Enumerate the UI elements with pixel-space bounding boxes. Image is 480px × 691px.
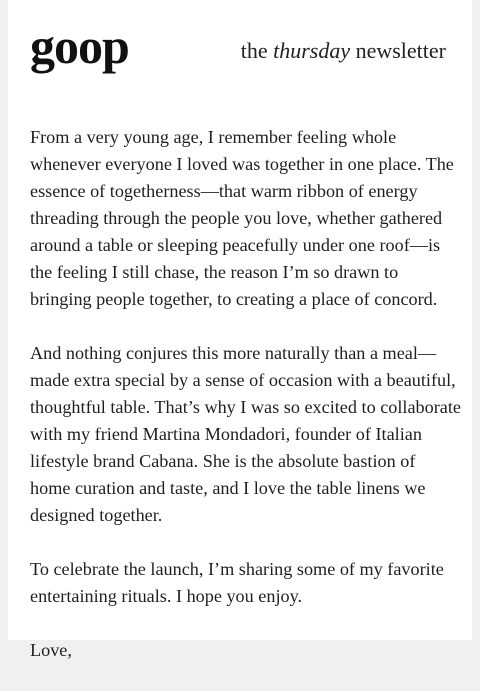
paragraph-line: threading through the people you love, whether gathered [30,208,443,228]
paragraph-line: made extra special by a sense of occasion with a beautiful, [30,370,456,390]
newsletter-body [30,124,462,691]
paragraph-line: the feeling I still chase, the reason I’m so drawn to [30,262,399,282]
paragraph-line: From a very young age, I remember feeling whole [30,127,397,147]
paragraph-line: designed together. [30,505,163,525]
paragraph-line: lifestyle brand Cabana. She is the absolute bastion of [30,451,416,471]
paragraph-line: with my friend Martina Mondadori, founder of Italian [30,424,422,444]
paragraph-signoff [30,637,456,664]
paragraph-line: around a table or sleeping peacefully under one roof—is [30,235,441,255]
paragraph-line: Love, [30,640,72,660]
paragraph-line: bringing people together, to creating a place of concord. [30,289,438,309]
paragraph-line: home curation and taste, and I love the table linens we [30,478,426,498]
paragraph-line: essence of togetherness—that warm ribbon of energy [30,181,418,201]
tagline-suffix: newsletter [355,38,446,63]
paragraph-line: entertaining rituals. I hope you enjoy. [30,586,303,606]
newsletter-tagline [241,38,446,64]
tagline-emphasis: thursday [273,38,351,63]
paragraph-line: whenever everyone I loved was together in one place. The [30,154,454,174]
paragraph-intro [30,124,456,313]
newsletter-card [8,0,472,660]
goop-logo[interactable]: goop [30,18,129,74]
paragraph-launch [30,556,456,610]
tagline-prefix: the [240,38,268,63]
paragraph-line: And nothing conjures this more naturally than a meal— [30,343,437,363]
newsletter-header [8,0,472,90]
paragraph-line: thoughtful table. That’s why I was so excited to collaborate [30,397,462,417]
paragraph-line: To celebrate the launch, I’m sharing some of my favorite [30,559,444,579]
paragraph-collaboration [30,340,462,529]
